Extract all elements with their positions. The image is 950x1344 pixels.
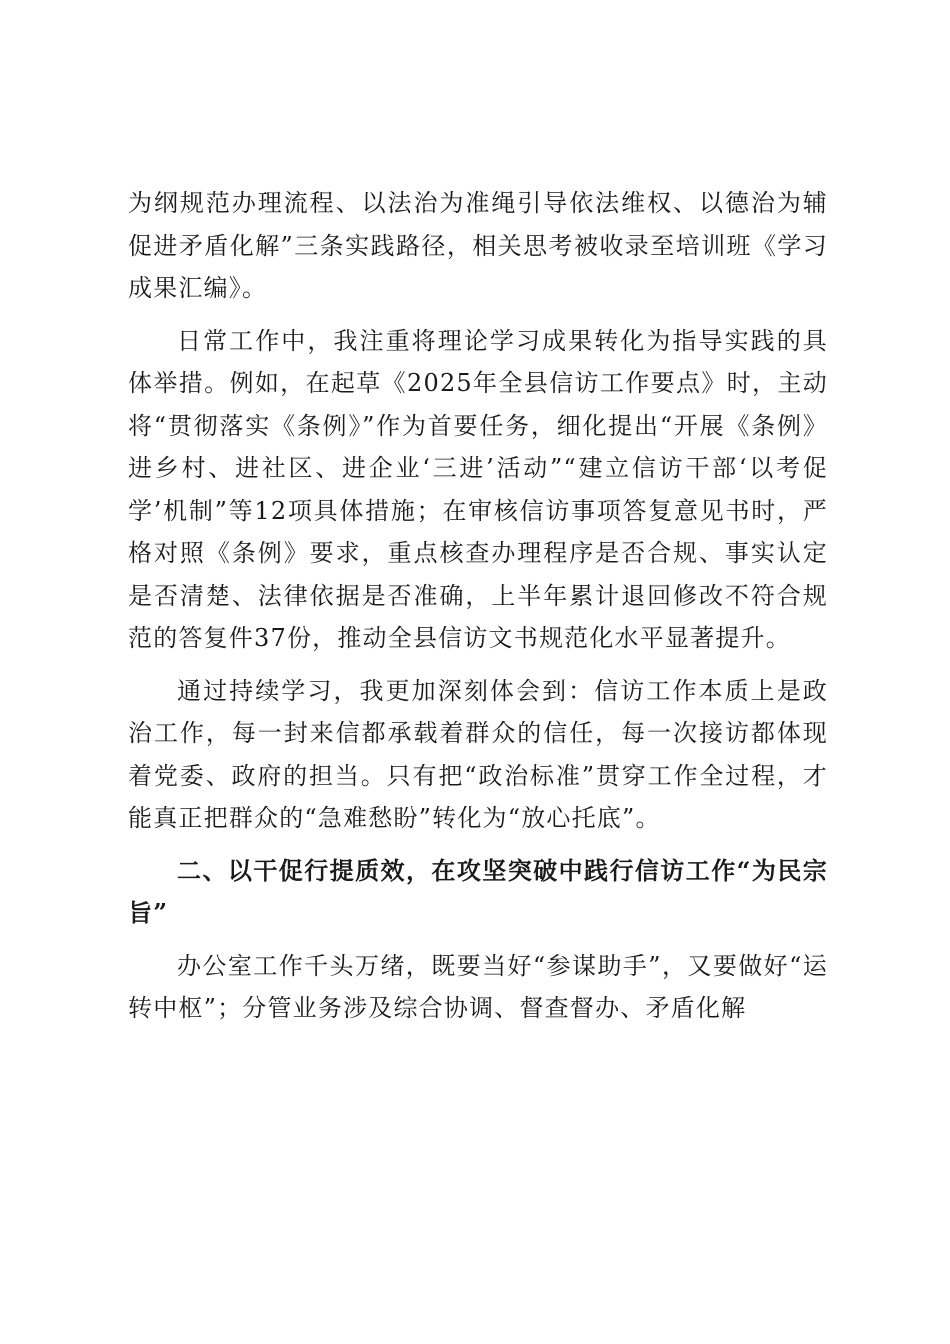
- document-body: [128, 182, 828, 1040]
- paragraph-continuation: 为纲规范办理流程、以法治为准绳引导依法维权、以德治为辅促进矛盾化解”三条实践路径，相关思考被收录至培训班《学习成果汇编》。: [128, 189, 828, 302]
- paragraph-learning-reflection: 通过持续学习，我更加深刻体会到：信访工作本质上是政治工作，每一封来信都承载着群众的信任，每一次接访都体现着党委、政府的担当。只有把“政治标准”贯穿工作全过程，才能真正把群众的“急难愁盼”转化为“放心托底”。: [128, 676, 828, 832]
- paragraph-office-work: 办公室工作千头万绪，既要当好“参谋助手”，又要做好“运转中枢”；分管业务涉及综合协调、督查督办、矛盾化解: [128, 951, 828, 1022]
- section-heading: 二、以干促行提质效，在攻坚突破中践行信访工作“为民宗旨”: [128, 855, 828, 927]
- paragraph-daily-work: 日常工作中，我注重将理论学习成果转化为指导实践的具体举措。例如，在起草《2025年全县信访工作要点》时，主动将“贯彻落实《条例》”作为首要任务，细化提出“开展《条例》进乡村、进社区、进企业‘三进’活动”“建立信访干部‘以考促学’机制”等12项具体措施；在审核信访事项答复意见书时，严格对照《条例》要求，重点核查办理程序是否合规、事实认定是否清楚、法律依据是否准确，上半年累计退回修改不符合规范的答复件37份，推动全县信访文书规范化水平显著提升。: [128, 326, 828, 652]
